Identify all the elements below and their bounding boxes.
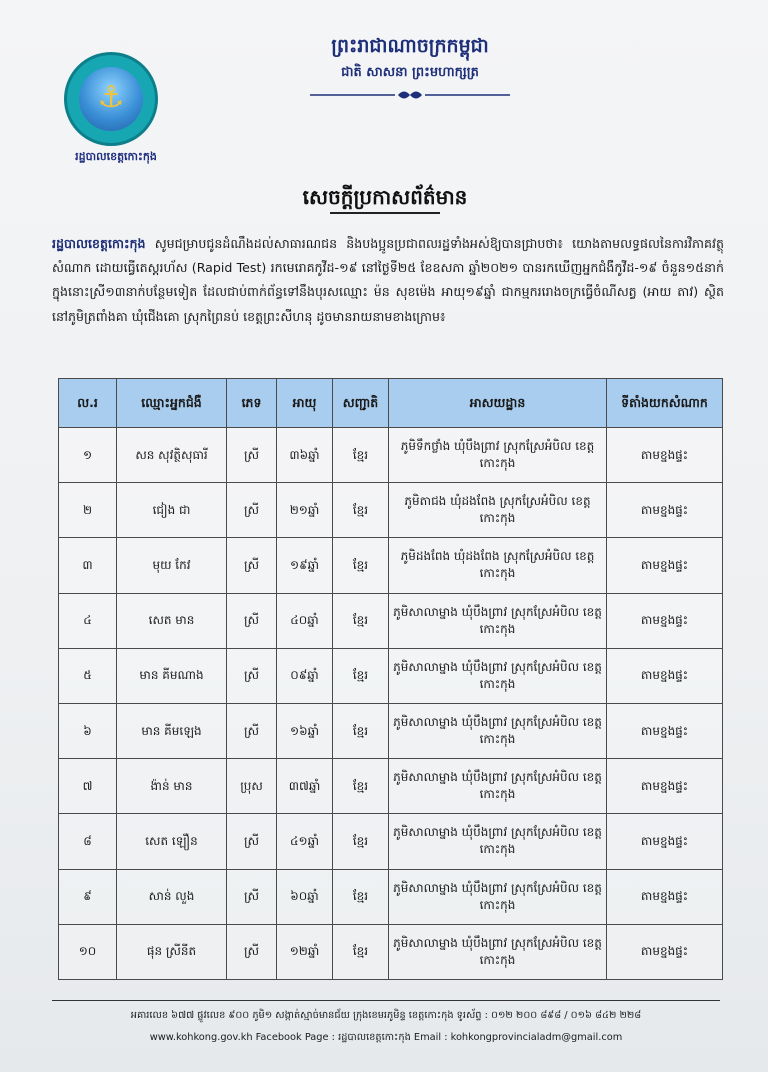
issuer-name: រដ្ឋបាលខេត្តកោះកុង <box>52 236 146 251</box>
cell-nationality: ខ្មែរ <box>333 538 389 593</box>
emblem-globe <box>79 67 143 131</box>
cell-name: ង៉ាន់ មាន <box>117 759 227 814</box>
kingdom-heading: ព្រះរាជាណាចក្រកម្ពុជា <box>331 35 489 57</box>
cell-name: សេត មាន <box>117 593 227 648</box>
table-row <box>59 869 723 924</box>
cell-age: ០៩ឆ្នាំ <box>277 648 333 703</box>
cell-nationality: ខ្មែរ <box>333 483 389 538</box>
cell-sex: ស្រី <box>227 924 277 979</box>
cell-location: តាមខ្នងផ្ទះ <box>607 814 723 869</box>
cell-location: តាមខ្នងផ្ទះ <box>607 483 723 538</box>
cell-no: ៣ <box>59 538 117 593</box>
cell-name: សេត ឡឿន <box>117 814 227 869</box>
cell-no: ៥ <box>59 648 117 703</box>
cell-age: ៣៦ឆ្នាំ <box>277 428 333 483</box>
table-row <box>59 814 723 869</box>
cell-name: សាន់ លួង <box>117 869 227 924</box>
header-nationality: សញ្ជាតិ <box>333 379 389 428</box>
cell-no: ៧ <box>59 759 117 814</box>
cell-location: តាមខ្នងផ្ទះ <box>607 593 723 648</box>
cell-no: ៦ <box>59 703 117 758</box>
cell-name: មាន គីមណាង <box>117 648 227 703</box>
cell-age: ៤០ឆ្នាំ <box>277 593 333 648</box>
cell-age: ១៩ឆ្នាំ <box>277 538 333 593</box>
cell-nationality: ខ្មែរ <box>333 924 389 979</box>
cell-age: ៣៧ឆ្នាំ <box>277 759 333 814</box>
header-patient-name: ឈ្មោះអ្នកជំងឺ <box>117 379 227 428</box>
cell-address: ភូមិសាលាម្នាង ឃុំបឹងព្រាវ ស្រុកស្រែអំបិល ខេត្តកោះកុង <box>389 703 607 758</box>
header-no: ល.រ <box>59 379 117 428</box>
cell-address: ភូមិដងពែង ឃុំដងពែង ស្រុកស្រែអំបិល ខេត្តកោះកុង <box>389 538 607 593</box>
cell-address: ភូមិសាលាម្នាង ឃុំបឹងព្រាវ ស្រុកស្រែអំបិល ខេត្តកោះកុង <box>389 924 607 979</box>
cell-sex: ស្រី <box>227 483 277 538</box>
cell-name: ជៀង ជា <box>117 483 227 538</box>
provincial-emblem-icon <box>64 52 158 146</box>
cell-sex: ស្រី <box>227 648 277 703</box>
cell-nationality: ខ្មែរ <box>333 428 389 483</box>
anchor-icon: ⚓ <box>97 80 125 115</box>
cell-location: តាមខ្នងផ្ទះ <box>607 703 723 758</box>
cell-address: ភូមិសាលាម្នាង ឃុំបឹងព្រាវ ស្រុកស្រែអំបិល ខេត្តកោះកុង <box>389 814 607 869</box>
header-age: អាយុ <box>277 379 333 428</box>
table-row <box>59 703 723 758</box>
table-row <box>59 924 723 979</box>
cell-location: តាមខ្នងផ្ទះ <box>607 869 723 924</box>
cell-no: ៩ <box>59 869 117 924</box>
cell-address: ភូមិតាជង ឃុំដងពែង ស្រុកស្រែអំបិល ខេត្តកោះកុង <box>389 483 607 538</box>
header-address: អាសយដ្ឋាន <box>389 379 607 428</box>
notice-title: សេចក្តីប្រកាសព័ត៌មាន <box>302 185 468 209</box>
cell-no: ៨ <box>59 814 117 869</box>
ornament-divider-icon <box>300 88 520 102</box>
cell-name: ផុន ស្រីនីត <box>117 924 227 979</box>
cell-age: ១២ឆ្នាំ <box>277 924 333 979</box>
table-row <box>59 483 723 538</box>
cell-sex: ស្រី <box>227 814 277 869</box>
footer-divider <box>52 1000 720 1001</box>
cell-nationality: ខ្មែរ <box>333 593 389 648</box>
cell-location: តាមខ្នងផ្ទះ <box>607 538 723 593</box>
cell-location: តាមខ្នងផ្ទះ <box>607 428 723 483</box>
cell-address: ភូមិសាលាម្នាង ឃុំបឹងព្រាវ ស្រុកស្រែអំបិល ខេត្តកោះកុង <box>389 648 607 703</box>
cell-nationality: ខ្មែរ <box>333 869 389 924</box>
cell-address: ភូមិទឹកថ្លាំង ឃុំបឹងព្រាវ ស្រុកស្រែអំបិល ខេត្តកោះកុង <box>389 428 607 483</box>
cell-location: តាមខ្នងផ្ទះ <box>607 759 723 814</box>
footer-contact: www.kohkong.gov.kh Facebook Page : រដ្ឋបាលខេត្តកោះកុង Email : kohkongprovincialadm@gmail.com <box>149 1032 623 1043</box>
footer-address: អគារលេខ ៦៧៧ ផ្លូវលេខ ៩០០ ភូមិ១ សង្កាត់ស្មាច់មានជ័យ ក្រុងខេមរភូមិន្ទ ខេត្តកោះកុង ទូរស័ព្ទ : ០១២ ២០០ ៨៩៨ / ០១៦ ៨៤២ ២២៨ <box>130 1010 642 1021</box>
cell-address: ភូមិសាលាម្នាង ឃុំបឹងព្រាវ ស្រុកស្រែអំបិល ខេត្តកោះកុង <box>389 593 607 648</box>
notice-body-text: សូមជម្រាបជូនដំណឹងដល់សាធារណជន និងបងប្អូនប្រជាពលរដ្ឋទាំងអស់ឱ្យបានជ្រាបថា៖ យោងតាមលទ្ធផលនៃការវិភាគវត្ថុសំណាក ដោយធ្វើតេស្តរហ័ស (Rapid Test) រកមេរោគកូវីដ-១៩ នៅថ្ងៃទី២៥ ខែឧសភា ឆ្នាំ២០២១ បានរកឃើញអ្នកជំងឺកូវីដ-១៩ ចំនួន១៥នាក់ក្នុងនោះស្រី១៣នាក់បន្ថែមទៀត ដែលជាប់ពាក់ព័ន្ធទៅនឹងបុរសឈ្មោះ ម៉ន សុខម៉េង អាយុ១៩ឆ្នាំ ជាកម្មកររោងចក្រធ្វើចំណីសត្វ (អាយ តាវ) ស្ថិតនៅភូមិត្រពាំងគា ឃុំជើងគោ ស្រុកព្រៃនប់ ខេត្តព្រះសីហនុ ដូចមានរាយនាមខាងក្រោម៖ <box>52 236 724 324</box>
table-row <box>59 428 723 483</box>
cell-no: ១០ <box>59 924 117 979</box>
cell-age: ១៦ឆ្នាំ <box>277 703 333 758</box>
national-motto: ជាតិ សាសនា ព្រះមហាក្សត្រ <box>341 65 479 80</box>
cell-age: ២១ឆ្នាំ <box>277 483 333 538</box>
cell-location: តាមខ្នងផ្ទះ <box>607 648 723 703</box>
cell-location: តាមខ្នងផ្ទះ <box>607 924 723 979</box>
cell-name: មាន គីមឡេង <box>117 703 227 758</box>
cell-nationality: ខ្មែរ <box>333 648 389 703</box>
cell-sex: ស្រី <box>227 869 277 924</box>
cell-age: ៤១ឆ្នាំ <box>277 814 333 869</box>
cell-sex: ស្រី <box>227 703 277 758</box>
cell-no: ១ <box>59 428 117 483</box>
header-sex: ភេទ <box>227 379 277 428</box>
cell-name: សន សុវត្ថិសុធារី <box>117 428 227 483</box>
cell-address: ភូមិសាលាម្នាង ឃុំបឹងព្រាវ ស្រុកស្រែអំបិល ខេត្តកោះកុង <box>389 759 607 814</box>
cell-sex: ស្រី <box>227 538 277 593</box>
notice-body <box>52 232 724 329</box>
cell-no: ២ <box>59 483 117 538</box>
table-header-row <box>59 379 723 428</box>
table-row <box>59 759 723 814</box>
cell-nationality: ខ្មែរ <box>333 814 389 869</box>
header-sample-location: ទីតាំងយកសំណាក <box>607 379 723 428</box>
cell-nationality: ខ្មែរ <box>333 759 389 814</box>
cell-sex: ស្រី <box>227 593 277 648</box>
table-row <box>59 538 723 593</box>
cell-nationality: ខ្មែរ <box>333 703 389 758</box>
cell-name: មុយ កែវ <box>117 538 227 593</box>
logo-caption: រដ្ឋបាលខេត្តកោះកុង <box>75 150 157 163</box>
cell-sex: ប្រុស <box>227 759 277 814</box>
cell-no: ៤ <box>59 593 117 648</box>
table-row <box>59 648 723 703</box>
title-underline <box>330 212 440 214</box>
patient-table <box>58 378 723 980</box>
cell-sex: ស្រី <box>227 428 277 483</box>
cell-address: ភូមិសាលាម្នាង ឃុំបឹងព្រាវ ស្រុកស្រែអំបិល ខេត្តកោះកុង <box>389 869 607 924</box>
table-row <box>59 593 723 648</box>
cell-age: ៦០ឆ្នាំ <box>277 869 333 924</box>
